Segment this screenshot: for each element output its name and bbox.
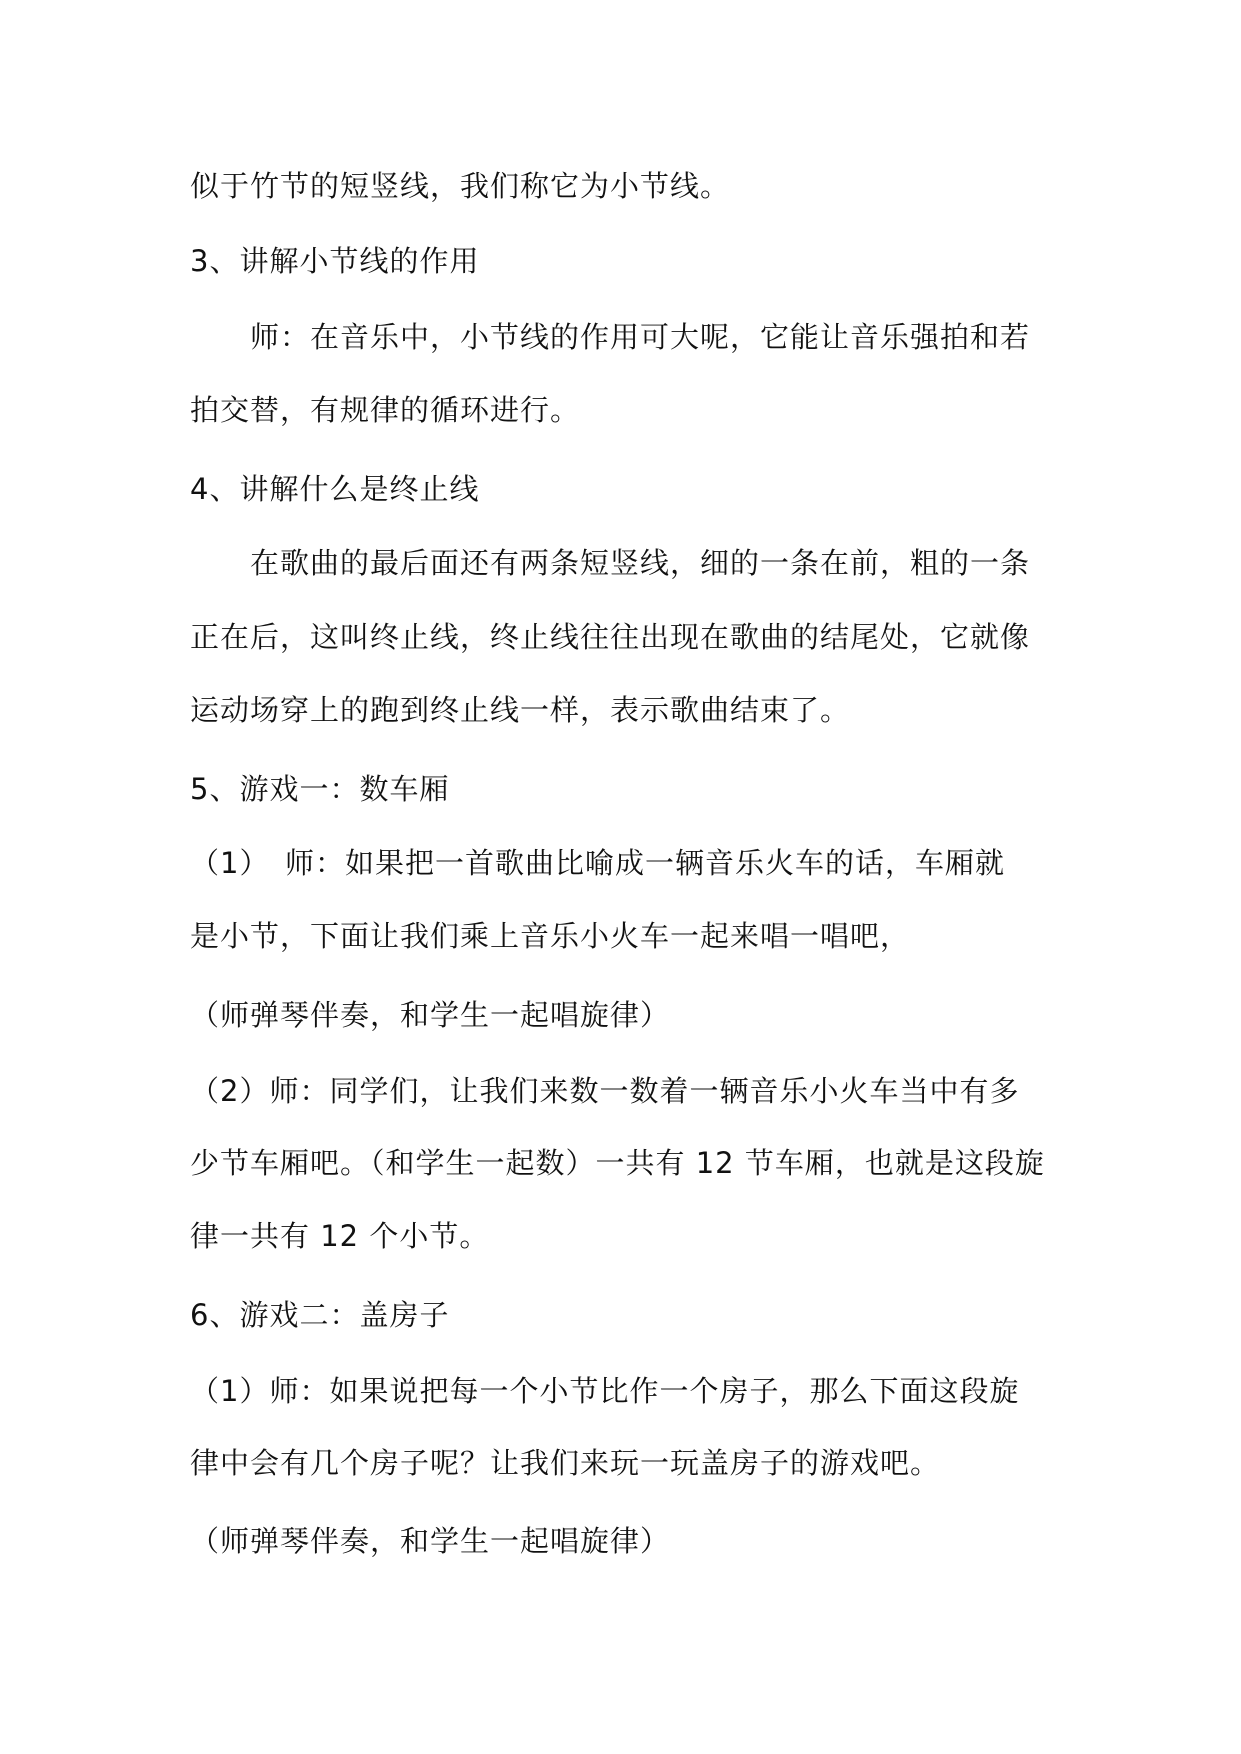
section-heading: 4、讲解什么是终止线: [190, 472, 480, 506]
text-line: （2）师：同学们，让我们来数一数着一辆音乐小火车当中有多: [190, 1074, 1020, 1108]
text-line: （1） 师：如果把一首歌曲比喻成一辆音乐火车的话，车厢就: [190, 846, 1005, 880]
text-line: 正在后，这叫终止线，终止线往往出现在歌曲的结尾处，它就像: [190, 620, 1031, 654]
text-line: （师弹琴伴奏，和学生一起唱旋律）: [190, 1524, 671, 1558]
text-line: （1）师：如果说把每一个小节比作一个房子，那么下面这段旋: [190, 1374, 1020, 1408]
text-line: 律中会有几个房子呢？让我们来玩一玩盖房子的游戏吧。: [190, 1446, 941, 1480]
text-line: 在歌曲的最后面还有两条短竖线，细的一条在前，粗的一条: [190, 546, 1031, 580]
text-line: （师弹琴伴奏，和学生一起唱旋律）: [190, 998, 671, 1032]
text-line: 少节车厢吧。（和学生一起数）一共有 12 节车厢，也就是这段旋: [190, 1146, 1045, 1180]
text-line: 师：在音乐中，小节线的作用可大呢，它能让音乐强拍和若: [190, 320, 1031, 354]
text-line: 拍交替，有规律的循环进行。: [190, 393, 581, 427]
section-heading: 5、游戏一：数车厢: [190, 772, 450, 806]
section-heading: 3、讲解小节线的作用: [190, 244, 480, 278]
text-line: 似于竹节的短竖线，我们称它为小节线。: [190, 169, 731, 203]
text-line: 是小节，下面让我们乘上音乐小火车一起来唱一唱吧，: [190, 919, 911, 953]
section-heading: 6、游戏二：盖房子: [190, 1298, 450, 1332]
text-line: 律一共有 12 个小节。: [190, 1219, 490, 1253]
text-line: 运动场穿上的跑到终止线一样，表示歌曲结束了。: [190, 693, 851, 727]
